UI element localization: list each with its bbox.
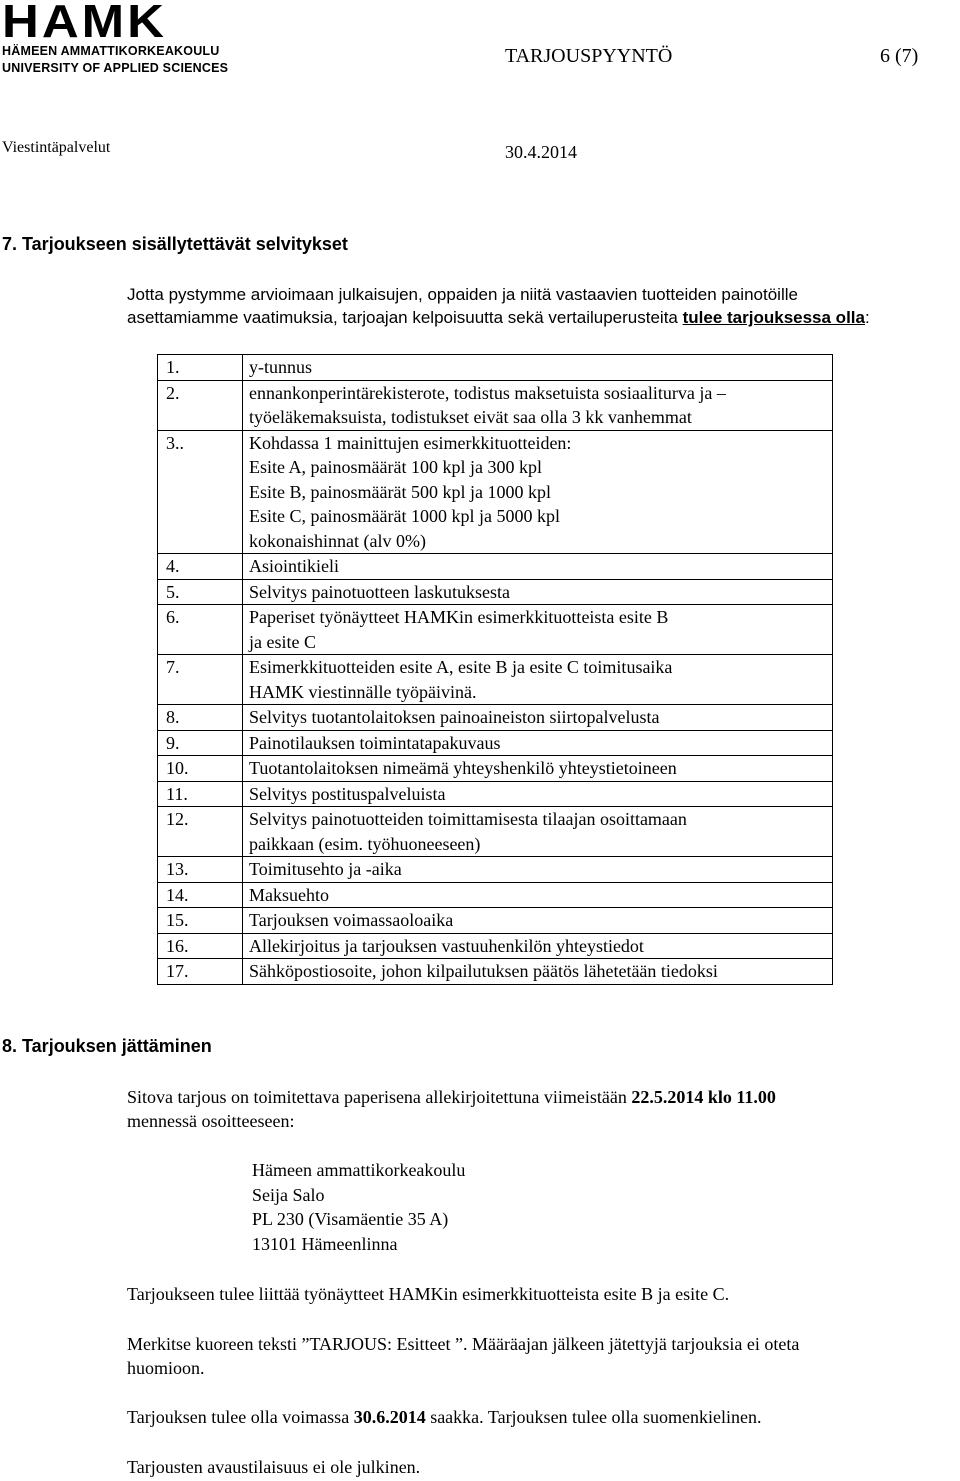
requirement-number: 1.	[158, 355, 243, 381]
requirement-text-line: Selvitys painotuotteen laskutuksesta	[249, 581, 510, 602]
requirement-text	[243, 380, 833, 430]
requirement-text	[243, 781, 833, 807]
requirement-text	[243, 756, 833, 782]
requirement-text	[243, 705, 833, 731]
requirement-row	[158, 554, 833, 580]
requirement-text	[243, 554, 833, 580]
requirement-text-line: Allekirjoitus ja tarjouksen vastuuhenkilön yhteystiedot	[249, 935, 644, 956]
requirement-text	[243, 730, 833, 756]
requirement-text	[243, 430, 833, 554]
requirement-number: 11.	[158, 781, 243, 807]
requirement-row	[158, 882, 833, 908]
document-date: 30.4.2014	[505, 142, 577, 162]
deadline-text: Sitova tarjous on toimitettava paperisena allekirjoitettuna viimeistään	[127, 1087, 632, 1107]
requirement-text-line: Painotilauksen toimintatapakuvaus	[249, 732, 501, 753]
requirement-text-line: Toimitusehto ja -aika	[249, 859, 402, 879]
requirement-number: 10.	[158, 756, 243, 782]
envelope-paragraph-line2: huomioon.	[127, 1358, 205, 1378]
logo-subtitle-en: UNIVERSITY OF APPLIED SCIENCES	[2, 61, 229, 75]
intro-emphasis: tulee tarjouksessa olla	[682, 308, 865, 327]
requirement-text	[243, 959, 833, 985]
requirement-number: 7.	[158, 655, 243, 705]
section-8-heading: 8. Tarjouksen jättäminen	[2, 1036, 212, 1056]
logo-subtitle-fi: HÄMEEN AMMATTIKORKEAKOULU	[2, 44, 220, 58]
unit-name: Viestintäpalvelut	[2, 139, 111, 156]
requirement-text-line: kokonaishinnat (alv 0%)	[249, 530, 426, 551]
requirement-text	[243, 908, 833, 934]
delivery-address	[252, 1158, 465, 1256]
page-number: 6 (7)	[880, 45, 919, 67]
requirement-text	[243, 355, 833, 381]
requirement-text-line: Selvitys tuotantolaitoksen painoaineiston siirtopalvelusta	[249, 707, 660, 727]
address-line: PL 230 (Visamäentie 35 A)	[252, 1209, 449, 1229]
requirement-row	[158, 355, 833, 381]
requirement-text-line: Selvitys postituspalveluista	[249, 783, 446, 804]
deadline-paragraph-line2: mennessä osoitteeseen:	[127, 1111, 295, 1131]
section-7-intro-line2	[127, 307, 870, 329]
requirement-row	[158, 705, 833, 731]
requirement-number: 6.	[158, 605, 243, 655]
intro-text: asettamiamme vaatimuksia, tarjoajan kelpoisuutta sekä vertailuperusteita	[127, 308, 683, 327]
validity-text: Tarjouksen tulee olla voimassa	[127, 1407, 354, 1427]
requirement-number: 13.	[158, 857, 243, 883]
requirements-table	[157, 354, 833, 985]
section-7-intro-line1: Jotta pystymme arvioimaan julkaisujen, oppaiden ja niitä vastaavien tuotteiden painotöille	[127, 285, 798, 304]
envelope-paragraph-line1: Merkitse kuoreen teksti ”TARJOUS: Esitteet ”. Määräajan jälkeen jätettyjä tarjouksia ei oteta	[127, 1334, 800, 1354]
deadline-date: 22.5.2014 klo 11.00	[631, 1087, 776, 1107]
requirement-text-line: HAMK viestinnälle työpäivinä.	[249, 681, 477, 702]
requirement-text	[243, 807, 833, 857]
requirement-row	[158, 579, 833, 605]
requirement-text	[243, 857, 833, 883]
requirement-row	[158, 933, 833, 959]
hamk-logo: HAMK	[2, 0, 167, 47]
requirement-text-line: Tuotantolaitoksen nimeämä yhteyshenkilö yhteystietoineen	[249, 758, 677, 778]
requirement-number: 17.	[158, 959, 243, 985]
requirement-text	[243, 882, 833, 908]
requirement-text-line: Tarjouksen voimassaoloaika	[249, 910, 454, 930]
validity-date: 30.6.2014	[353, 1407, 426, 1427]
requirement-text-line: ja esite C	[249, 631, 316, 652]
requirement-row	[158, 380, 833, 430]
requirement-row	[158, 655, 833, 705]
requirement-number: 3..	[158, 430, 243, 554]
intro-colon: :	[864, 308, 870, 327]
requirement-text-line: Sähköpostiosoite, johon kilpailutuksen päätös lähetetään tiedoksi	[249, 961, 718, 981]
address-line: Hämeen ammattikorkeakoulu	[252, 1160, 466, 1180]
section-7-heading: 7. Tarjoukseen sisällytettävät selvitykset	[2, 234, 348, 254]
address-line: 13101 Hämeenlinna	[252, 1233, 398, 1254]
requirement-row	[158, 781, 833, 807]
requirement-row	[158, 730, 833, 756]
requirement-text-line: Esite C, painosmäärät 1000 kpl ja 5000 kpl	[249, 506, 560, 526]
requirement-row	[158, 605, 833, 655]
requirement-text-line: y-tunnus	[249, 357, 312, 377]
requirement-number: 14.	[158, 882, 243, 908]
requirement-row	[158, 756, 833, 782]
requirement-number: 5.	[158, 579, 243, 605]
requirement-number: 4.	[158, 554, 243, 580]
requirement-number: 15.	[158, 908, 243, 934]
requirement-number: 2.	[158, 380, 243, 430]
document-title: TARJOUSPYYNTÖ	[505, 45, 673, 67]
requirement-text-line: Esite B, painosmäärät 500 kpl ja 1000 kpl	[249, 481, 551, 502]
requirement-text-line: Esimerkkituotteiden esite A, esite B ja esite C toimitusaika	[249, 657, 673, 677]
requirement-text	[243, 655, 833, 705]
validity-paragraph	[127, 1406, 762, 1428]
requirement-text-line: ennankonperintärekisterote, todistus maksetuista sosiaaliturva ja –	[249, 382, 726, 403]
samples-paragraph: Tarjoukseen tulee liittää työnäytteet HAMKin esimerkkituotteista esite B ja esite C.	[127, 1284, 730, 1304]
requirement-row	[158, 908, 833, 934]
requirement-text	[243, 933, 833, 959]
requirement-text	[243, 605, 833, 655]
requirement-text-line: Kohdassa 1 mainittujen esimerkkituotteiden:	[249, 432, 572, 453]
address-line: Seija Salo	[252, 1184, 325, 1205]
requirement-text-line: Asiointikieli	[249, 556, 339, 576]
requirement-number: 12.	[158, 807, 243, 857]
requirement-text-line: työeläkemaksuista, todistukset eivät saa olla 3 kk vanhemmat	[249, 407, 692, 427]
requirement-text-line: Paperiset työnäytteet HAMKin esimerkkituotteista esite B	[249, 607, 669, 627]
requirement-number: 16.	[158, 933, 243, 959]
validity-rest: saakka. Tarjouksen tulee olla suomenkielinen.	[425, 1407, 762, 1427]
requirement-text-line: Esite A, painosmäärät 100 kpl ja 300 kpl	[249, 457, 542, 477]
requirement-text-line: Maksuehto	[249, 884, 329, 905]
requirement-text-line: paikkaan (esim. työhuoneeseen)	[249, 833, 481, 854]
requirement-row	[158, 807, 833, 857]
requirement-row	[158, 857, 833, 883]
requirement-text-line: Selvitys painotuotteiden toimittamisesta tilaajan osoittamaan	[249, 809, 687, 829]
requirement-row	[158, 959, 833, 985]
requirement-text	[243, 579, 833, 605]
deadline-paragraph-line1	[127, 1086, 776, 1108]
requirement-row	[158, 430, 833, 554]
requirement-number: 8.	[158, 705, 243, 731]
requirement-number: 9.	[158, 730, 243, 756]
opening-paragraph: Tarjousten avaustilaisuus ei ole julkinen.	[127, 1457, 421, 1477]
